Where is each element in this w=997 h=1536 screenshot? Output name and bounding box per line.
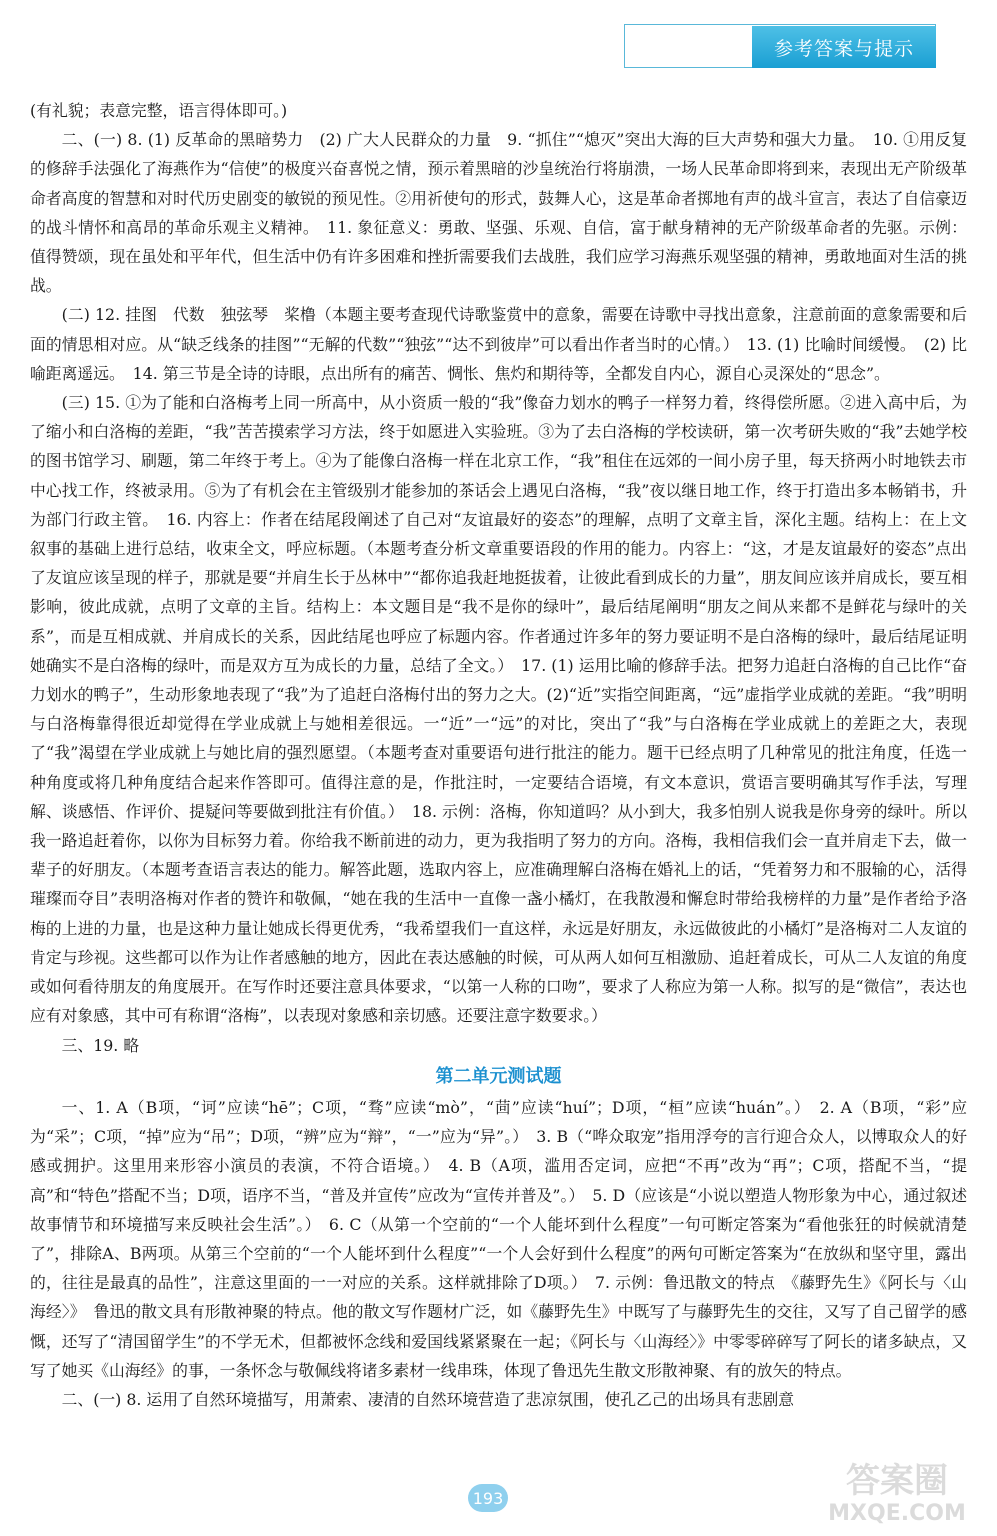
watermark-logo	[812, 1452, 982, 1528]
paragraph-6: 一、1. A（B项，“诃”应读“hē”；C项，“骛”应读“mò”，“茴”应读“huí”；D项，“桓”应读“huán”。） 2. A（B项，“彩”应为“采”；C项，“掉”应为“吊”；D项，“辨”应为“辩”，“一”应为“异”。） 3. B（“哗众取宠”指用浮夸的言行迎合众人，以博取众人的好感或拥护。这里用来形容小演员的表演，不符合语境。） 4. B（A项，滥用否定词，应把“不再”改为“再”；C项，搭配不当，“提高”和“特色”搭配不当；D项，语序不当，“普及并宣传”应改为“宣传并普及”。） 5. D（应该是“小说以塑造人物形象为中心，通过叙述故事情节和环境描写来反映社会生活”。） 6. C（从第一个空前的“一个人能坏到什么程度”一句可断定答案为“看他张狂的时候就清楚了”，排除A、B两项。从第三个空前的“一个人能坏到什么程度”“一个人会好到什么程度”的两句可断定答案为“在放纵和坚守里，露出的，往往是最真的品性”，注意这里面的一一对应的关系。这样就排除了D项。） 7. 示例：鲁迅散文的特点 《藤野先生》《阿长与〈山海经〉》 鲁迅的散文具有形散神聚的特点。他的散文写作题材广泛，如《藤野先生》中既写了与藤野先生的交往，又写了自己留学的感慨，还写了“清国留学生”的不学无术，但都被怀念线和爱国线紧紧聚在一起；《阿长与〈山海经〉》中零零碎碎写了阿长的诸多缺点，又写了她买《山海经》的事，一条怀念与敬佩线将诸多素材一线串珠，体现了鲁迅先生散文形散神聚、有的放矢的特点。	[30, 1097, 967, 1380]
paragraph-5: 三、19. 略	[61, 1035, 140, 1055]
watermark-text-en: MXQE.COM	[828, 1501, 966, 1526]
answer-content	[30, 96, 967, 1414]
paragraph-7: 二、(一) 8. 运用了自然环境描写，用萧索、凄清的自然环境营造了悲凉氛围，使孔乙己的出场具有悲剧意	[61, 1389, 795, 1409]
paragraph-4: (三) 15. ①为了能和白洛梅考上同一所高中，从小资质一般的“我”像奋力划水的鸭子一样努力着，终得偿所愿。②进入高中后，为了缩小和白洛梅的差距，“我”苦苦摸索学习方法，终于如愿进入实验班。③为了去白洛梅的学校读研，第一次考研失败的“我”去她学校的图书馆学习、刷题，第二年终于考上。④为了能像白洛梅一样在北京工作，“我”租住在远郊的一间小房子里，每天挤两小时地铁去市中心找工作，终被录用。⑤为了有机会在主管级别才能参加的茶话会上遇见白洛梅，“我”夜以继日地工作，终于打造出多本畅销书，升为部门行政主管。 16. 内容上：作者在结尾段阐述了自己对“友谊最好的姿态”的理解，点明了文章主旨，深化主题。结构上：在上文叙事的基础上进行总结，收束全文，呼应标题。（本题考查分析文章重要语段的作用的能力。内容上：“这，才是友谊最好的姿态”点出了友谊应该呈现的样子，那就是要“并肩生长于丛林中”“都你追我赶地挺拔着，让彼此看到成长的力量”，朋友间应该并肩成长，要互相影响，彼此成就，点明了文章的主旨。结构上：本文题目是“我不是你的绿叶”，最后结尾阐明“朋友之间从来都不是鲜花与绿叶的关系”，而是互相成就、并肩成长的关系，因此结尾也呼应了标题内容。作者通过许多年的努力要证明不是白洛梅的绿叶，最后结尾证明她确实不是白洛梅的绿叶，而是双方互为成长的力量，总结了全文。） 17. (1) 运用比喻的修辞手法。把努力追赶白洛梅的自己比作“奋力划水的鸭子”，生动形象地表现了“我”为了追赶白洛梅付出的努力之大。(2)“近”实指空间距离，“远”虚指学业成就的差距。“我”明明与白洛梅靠得很近却觉得在学业成就上与她相差很远。一“近”一“远”的对比，突出了“我”与白洛梅在学业成就上的差距之大，表现了“我”渴望在学业成就上与她比肩的强烈愿望。（本题考查对重要语句进行批注的能力。题干已经点明了几种常见的批注角度，任选一种角度或将几种角度结合起来作答即可。值得注意的是，作批注时，一定要结合语境，有文本意识，赏语言要明确其写作手法，写理解、谈感悟、作评价、提疑问等要做到批注有价值。） 18. 示例：洛梅，你知道吗？从小到大，我多怕别人说我是你身旁的绿叶。所以我一路追赶着你，以你为目标努力着。你给我不断前进的动力，更为我指明了努力的方向。洛梅，我相信我们会一直并肩走下去，做一辈子的好朋友。（本题考查语言表达的能力。解答此题，选取内容上，应准确理解白洛梅在婚礼上的话，“凭着努力和不服输的心，活得璀璨而夺目”表明洛梅对作者的赞许和敬佩，“她在我的生活中一直像一盏小橘灯，在我散漫和懈怠时带给我榜样的力量”是作者给予洛梅的上进的力量，也是这种力量让她成长得更优秀，“我希望我们一直这样，永远是好朋友，永远做彼此的小橘灯”是洛梅对二人友谊的肯定与珍视。这些都可以作为让作者感触的地方，因此在表达感触的时候，可从两人如何互相激励、追赶着成长，可从二人友谊的角度或如何看待朋友的角度展开。在写作时还要注意具体要求，“以第一人称的口吻”，要求了人称应为第一人称。拟写的是“微信”，表达也应有对象感，其中可有称谓“洛梅”，以表现对象感和亲切感。还要注意字数要求。）	[30, 393, 967, 1026]
watermark-text-cn: 答案圈	[846, 1461, 948, 1501]
section-title: 第二单元测试题	[435, 1065, 562, 1087]
paragraph-3: (二) 12. 挂图 代数 独弦琴 桨橹（本题主要考查现代诗歌鉴赏中的意象，需要在诗歌中寻找出意象，注意前面的意象需要和后面的情思相对应。从“缺乏线条的挂图”“无解的代数”“独弦”“达不到彼岸”可以看出作者当时的心情。） 13. (1) 比喻时间缓慢。 (2) 比喻距离遥远。 14. 第三节是全诗的诗眼，点出所有的痛苦、惆怅、焦灼和期待等，全都发自内心，源自心灵深处的“思念”。	[30, 305, 967, 383]
paragraph-2: 二、(一) 8. (1) 反革命的黑暗势力 (2) 广大人民群众的力量 9. “抓住”“熄灭”突出大海的巨大声势和强大力量。 10. ①用反复的修辞手法强化了海燕作为“信使”的极度兴奋喜悦之情，预示着黑暗的沙皇统治行将崩溃，一场人民革命即将到来，表现出无产阶级革命者高度的智慧和对时代历史剧变的敏锐的预见性。②用祈使句的形式，鼓舞人心，这是革命者掷地有声的战斗宣言，表达了自信豪迈的战斗情怀和高昂的革命乐观主义精神。 11. 象征意义：勇敢、坚强、乐观、自信，富于献身精神的无产阶级革命者的先驱。示例：值得赞颂，现在虽处和平年代，但生活中仍有许多困难和挫折需要我们去战胜，我们应学习海燕乐观坚强的精神，勇敢地面对生活的挑战。	[30, 130, 967, 296]
paragraph-1: (有礼貌；表意完整，语言得体即可。)	[30, 101, 288, 120]
header-title: 参考答案与提示	[752, 26, 936, 68]
page-number: 193	[468, 1484, 508, 1512]
